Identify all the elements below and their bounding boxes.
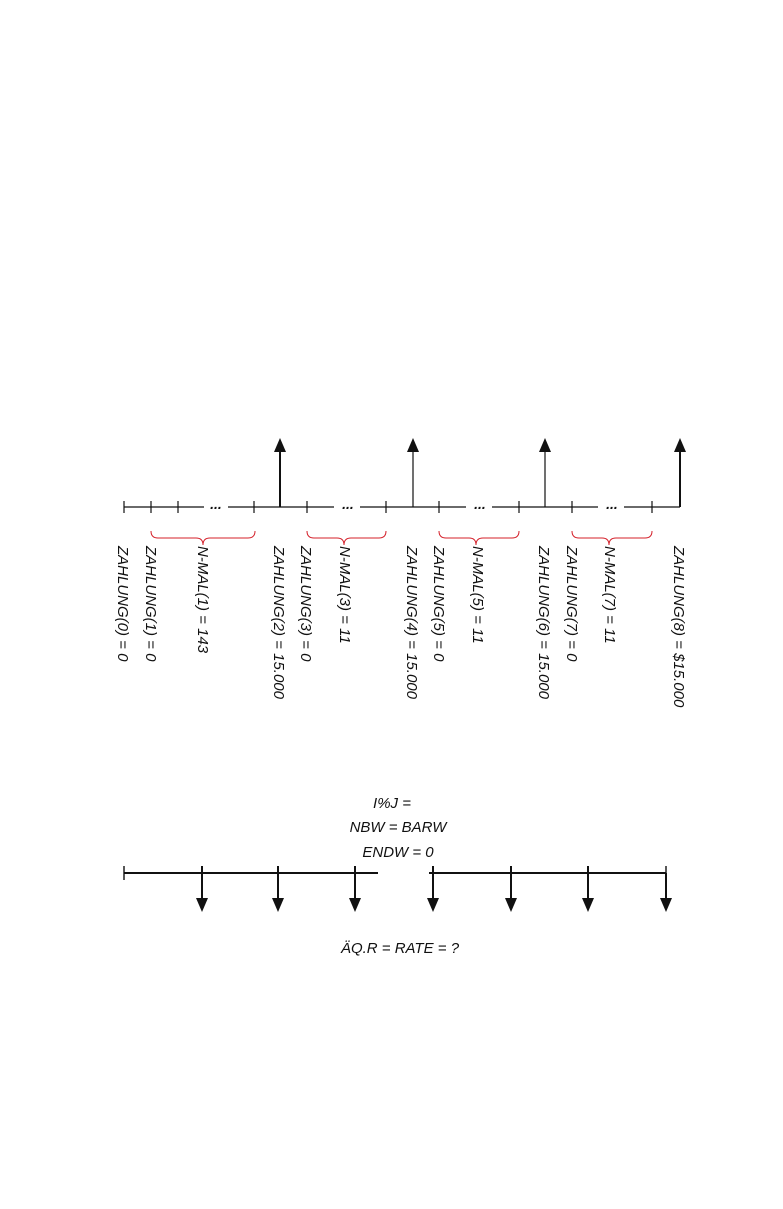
label-zahlung-8: ZAHLUNG(8) = $15.000 — [670, 546, 687, 708]
label-zahlung-6: ZAHLUNG(6) = 15.000 — [535, 546, 552, 699]
ellipsis-3: ... — [474, 496, 486, 512]
brace-group-1 — [151, 531, 255, 545]
label-zahlung-7: ZAHLUNG(7) = 0 — [563, 546, 580, 662]
label-rate-unknown: ÄQ.R = RATE = ? — [340, 940, 460, 957]
label-future-value: ENDW = 0 — [362, 844, 434, 861]
brace-group-7 — [572, 531, 652, 545]
brace-group-5 — [439, 531, 519, 545]
label-zahlung-1: ZAHLUNG(1) = 0 — [142, 546, 159, 662]
label-zahlung-3: ZAHLUNG(3) = 0 — [297, 546, 314, 662]
ellipsis-4: ... — [606, 496, 618, 512]
label-zahlung-5: ZAHLUNG(5) = 0 — [430, 546, 447, 662]
bottom-cashflow-diagram — [124, 795, 672, 957]
label-nmal-7: N-MAL(7) = 11 — [601, 546, 618, 644]
label-zahlung-0: ZAHLUNG(0) = 0 — [114, 546, 131, 662]
brace-group-3 — [307, 531, 386, 545]
label-nmal-3: N-MAL(3) = 11 — [336, 546, 353, 644]
cashflow-labels — [114, 545, 687, 708]
label-nmal-5: N-MAL(5) = 11 — [469, 546, 486, 644]
payment-arrow-8 — [674, 438, 686, 507]
label-nmal-1: N-MAL(1) = 143 — [194, 546, 211, 654]
ellipsis-1: ... — [210, 496, 222, 512]
label-zahlung-4: ZAHLUNG(4) = 15.000 — [403, 546, 420, 699]
bottom-timeline — [124, 866, 666, 880]
label-interest-rate: I%J = — [373, 795, 411, 812]
group-braces — [151, 531, 652, 545]
payment-arrow-2 — [274, 438, 286, 507]
top-cashflow-diagram — [114, 438, 687, 708]
down-arrow-7 — [660, 873, 672, 912]
label-present-value: NBW = BARW — [349, 819, 447, 836]
payment-arrow-6 — [539, 438, 551, 507]
ellipsis-2: ... — [342, 496, 354, 512]
payment-arrow-4 — [407, 438, 419, 507]
label-zahlung-2: ZAHLUNG(2) = 15.000 — [270, 546, 287, 699]
